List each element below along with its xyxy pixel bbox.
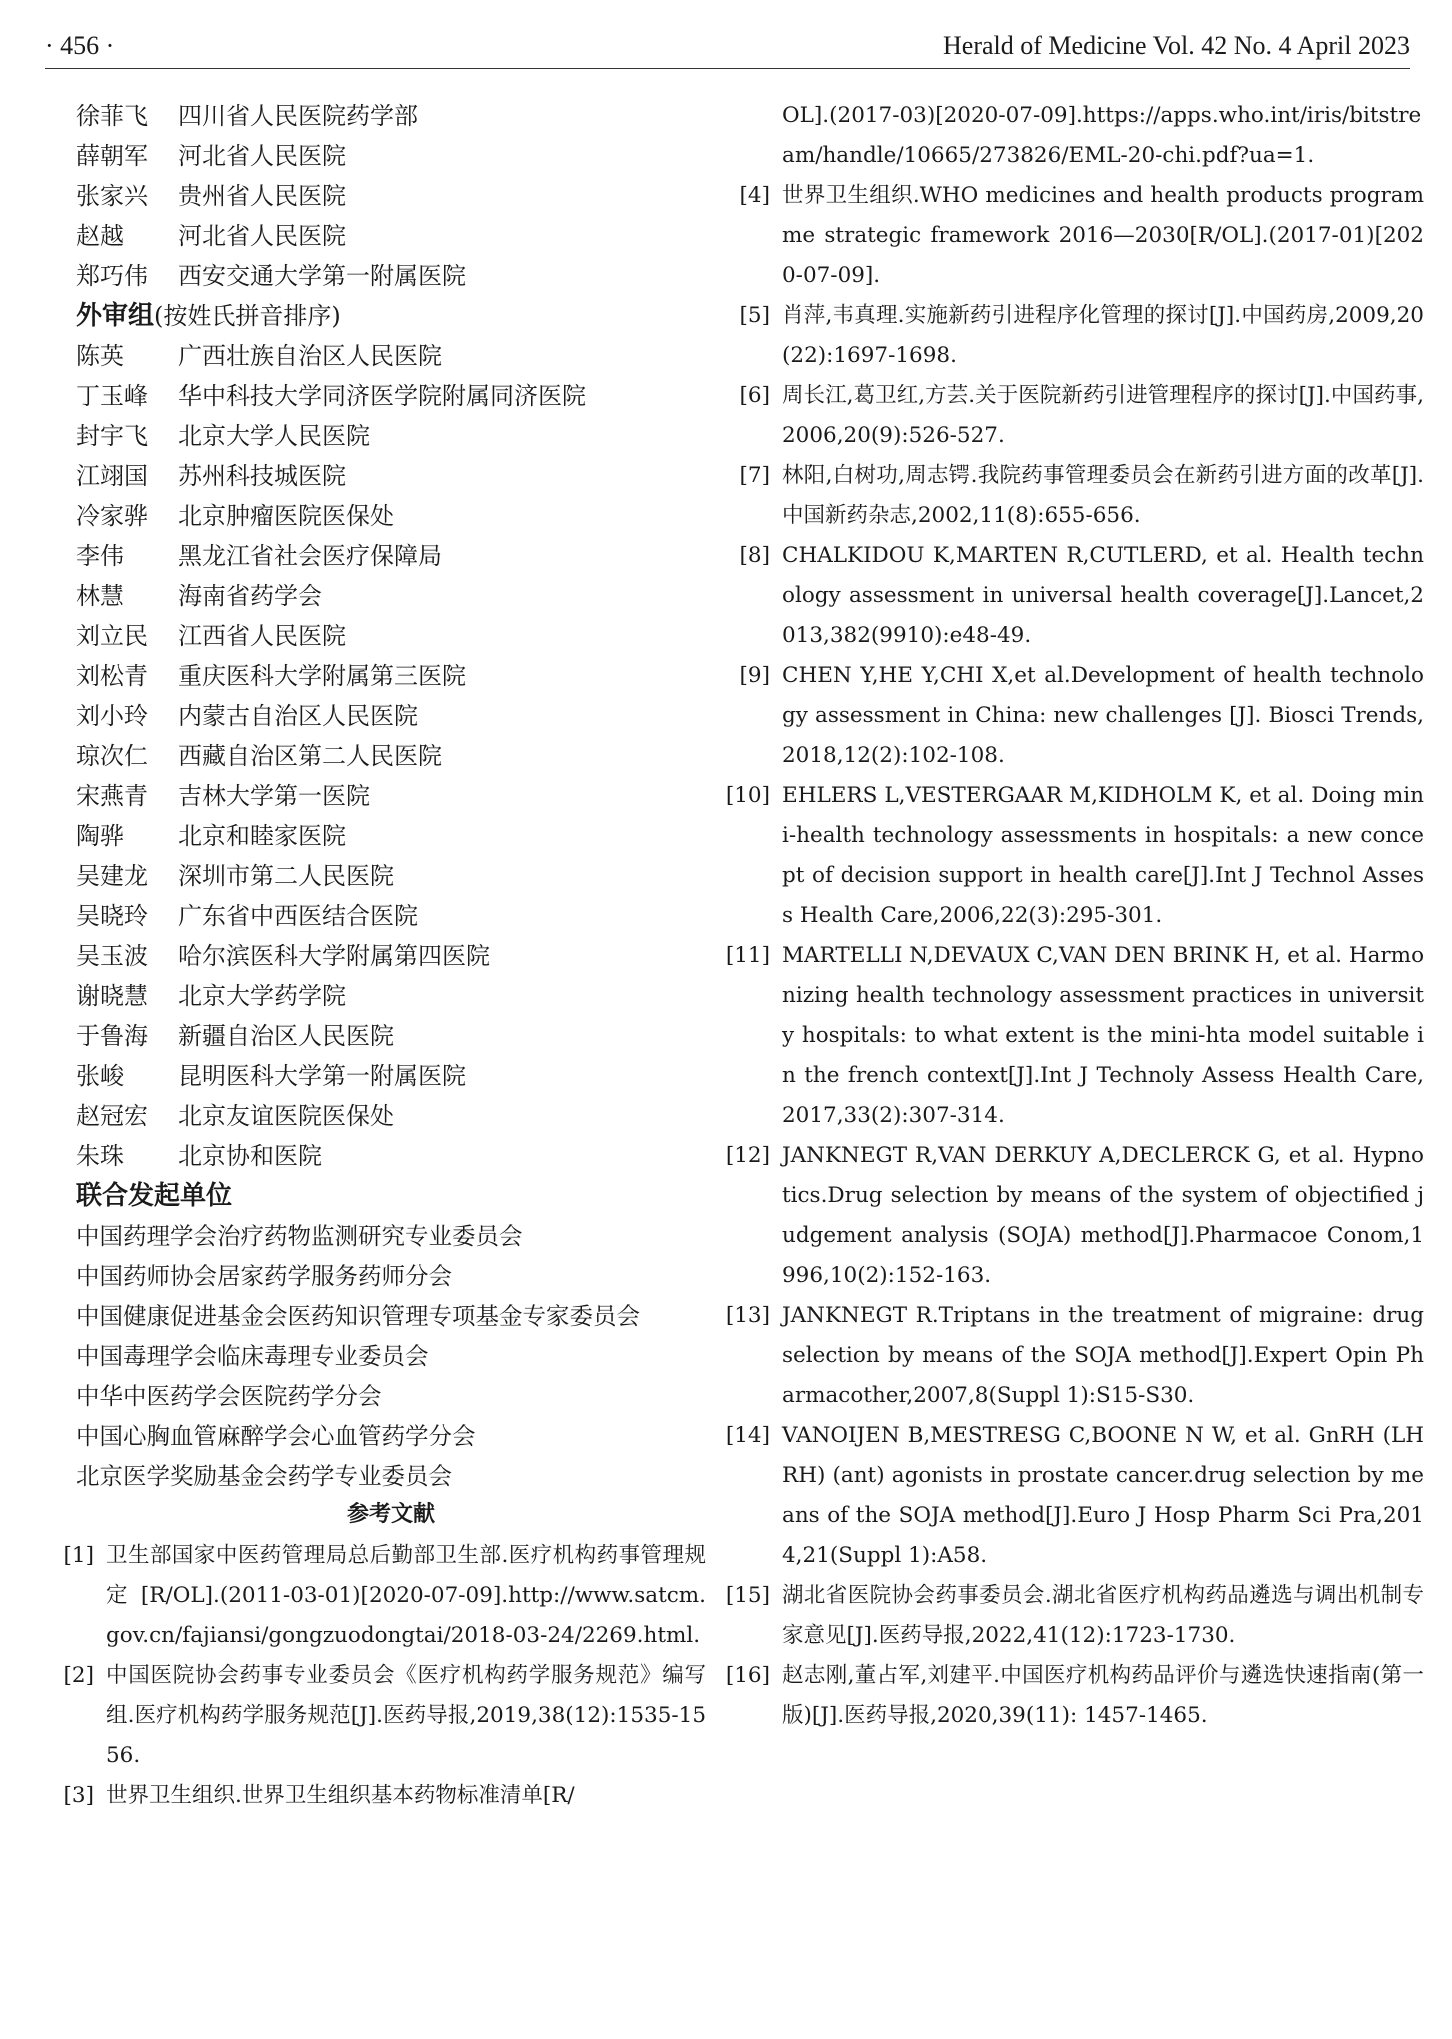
member-name: 江翊国 xyxy=(76,462,148,490)
page-number: · 456 · xyxy=(45,31,115,60)
member-row xyxy=(76,256,706,296)
member-name: 宋燕青 xyxy=(76,782,148,810)
member-name: 朱珠 xyxy=(76,1142,124,1170)
member-row xyxy=(76,576,706,616)
references-list-right xyxy=(725,176,1425,1736)
reference-number: [7] xyxy=(739,463,770,488)
member-name: 刘松青 xyxy=(76,662,148,690)
reference-number: [14] xyxy=(725,1423,770,1448)
references-heading: 参考文献 xyxy=(346,1502,435,1527)
member-name: 吴建龙 xyxy=(76,862,148,890)
reference-number: [1] xyxy=(63,1543,94,1568)
reference-text: CHEN Y,HE Y,CHI X,et al.Development of health technology assessment in China: new challenges [J]. Biosci Trends,2018,12(2):102-108. xyxy=(782,663,1424,768)
reference-number: [15] xyxy=(725,1583,770,1608)
reference-text: 世界卫生组织.世界卫生组织基本药物标准清单[R/ xyxy=(106,1783,575,1808)
reference-number: [13] xyxy=(725,1303,770,1328)
member-row xyxy=(76,536,706,576)
member-name: 刘立民 xyxy=(76,622,148,650)
member-row xyxy=(76,96,706,136)
member-name: 吴晓玲 xyxy=(76,902,148,930)
reference-item xyxy=(725,1576,1424,1656)
member-row xyxy=(76,936,706,976)
reference-item xyxy=(739,296,1424,376)
reference-item xyxy=(725,776,1424,936)
reference-number: [8] xyxy=(739,543,770,568)
right-column xyxy=(725,96,1425,1736)
reference-item xyxy=(63,1536,706,1656)
member-org: 广西壮族自治区人民医院 xyxy=(178,342,442,370)
member-name: 李伟 xyxy=(76,542,124,570)
reference-item xyxy=(739,656,1424,776)
member-name: 郑巧伟 xyxy=(76,262,148,290)
member-org: 江西省人民医院 xyxy=(178,622,346,650)
reference-text: CHALKIDOU K,MARTEN R,CUTLERD, et al. Health technology assessment in universal health coverage[J].Lancet,2013,382(9910):e48-49. xyxy=(782,543,1424,648)
reference-item xyxy=(725,1296,1424,1416)
reference-item xyxy=(725,1136,1424,1296)
member-name: 丁玉峰 xyxy=(76,382,148,410)
member-row xyxy=(76,816,706,856)
member-org: 华中科技大学同济医学院附属同济医院 xyxy=(178,382,586,410)
member-org: 贵州省人民医院 xyxy=(178,182,346,210)
running-header xyxy=(45,24,1410,69)
member-name: 于鲁海 xyxy=(76,1022,148,1050)
member-row xyxy=(76,456,706,496)
member-row xyxy=(76,856,706,896)
journal-info: Herald of Medicine Vol. 42 No. 4 April 2023 xyxy=(943,31,1410,60)
member-name: 冷家骅 xyxy=(76,502,148,530)
external-group-subtitle: (按姓氏拼音排序) xyxy=(154,302,341,330)
member-name: 刘小玲 xyxy=(76,702,148,730)
reference-number: [16] xyxy=(725,1663,770,1688)
member-row xyxy=(76,776,706,816)
reference-number: [4] xyxy=(739,183,770,208)
reference-text: VANOIJEN B,MESTRESG C,BOONE N W, et al. GnRH (LHRH) (ant) agonists in prostate cancer.drug selection by means of the SOJA method[J].Euro J Hosp Pharm Sci Pra,2014,21(Suppl 1):A58. xyxy=(782,1423,1424,1568)
external-group-title: 外审组 xyxy=(76,301,155,331)
member-row xyxy=(76,1096,706,1136)
reference-text: MARTELLI N,DEVAUX C,VAN DEN BRINK H, et al. Harmonizing health technology assessment practices in university hospitals: to what extent is the mini-hta model suitable in the french context[J].Int J Technoly Assess Health Care,2017,33(2):307-314. xyxy=(782,943,1425,1128)
member-row xyxy=(76,1136,706,1176)
reference-number: [10] xyxy=(725,783,770,808)
member-name: 薛朝军 xyxy=(76,142,148,170)
external-group-heading xyxy=(76,296,706,336)
member-org: 新疆自治区人民医院 xyxy=(178,1022,394,1050)
reference-text: 湖北省医院协会药事委员会.湖北省医疗机构药品遴选与调出机制专家意见[J].医药导报,2022,41(12):1723-1730. xyxy=(782,1583,1424,1648)
reference-continuation: OL].(2017-03)[2020-07-09].https://apps.who.int/iris/bitstream/handle/10665/273826/EML-20-chi.pdf?ua=1. xyxy=(782,103,1422,168)
joint-unit-item: 北京医学奖励基金会药学专业委员会 xyxy=(76,1462,452,1490)
member-row xyxy=(76,696,706,736)
member-name: 张家兴 xyxy=(76,182,148,210)
member-row xyxy=(76,136,706,176)
reference-text: 世界卫生组织.WHO medicines and health products programme strategic framework 2016—2030[R/OL].(2017-01)[2020-07-09]. xyxy=(782,183,1424,288)
reference-item xyxy=(739,376,1424,456)
member-org: 黑龙江省社会医疗保障局 xyxy=(178,542,442,570)
reference-number: [5] xyxy=(739,303,770,328)
member-org: 哈尔滨医科大学附属第四医院 xyxy=(178,942,490,970)
member-name: 徐菲飞 xyxy=(76,102,148,130)
reference-text: JANKNEGT R.Triptans in the treatment of migraine: drug selection by means of the SOJA method[J].Expert Opin Pharmacother,2007,8(Suppl 1):S15-S30. xyxy=(782,1303,1424,1408)
member-name: 陈英 xyxy=(76,342,124,370)
reference-text: 林阳,白树功,周志锷.我院药事管理委员会在新药引进方面的改革[J].中国新药杂志,2002,11(8):655-656. xyxy=(782,463,1424,528)
external-member-list xyxy=(76,336,706,1176)
joint-units-list xyxy=(76,1216,706,1496)
reference-text: 周长江,葛卫红,方芸.关于医院新药引进管理程序的探讨[J].中国药事,2006,20(9):526-527. xyxy=(782,383,1424,448)
reference-text: EHLERS L,VESTERGAAR M,KIDHOLM K, et al. Doing mini-health technology assessments in hospitals: a new concept of decision support in health care[J].Int J Technol Assess Health Care,2006,22(3):295-301. xyxy=(782,783,1424,928)
member-name: 赵越 xyxy=(76,222,124,250)
member-org: 北京肿瘤医院医保处 xyxy=(178,502,394,530)
member-org: 河北省人民医院 xyxy=(178,222,346,250)
joint-unit-item: 中华中医药学会医院药学分会 xyxy=(76,1382,382,1410)
joint-unit-item: 中国毒理学会临床毒理专业委员会 xyxy=(76,1342,429,1370)
member-org: 河北省人民医院 xyxy=(178,142,346,170)
member-row xyxy=(76,1056,706,1096)
member-row xyxy=(76,336,706,376)
member-row xyxy=(76,496,706,536)
member-row xyxy=(76,176,706,216)
reference-text: 赵志刚,董占军,刘建平.中国医疗机构药品评价与遴选快速指南(第一版)[J].医药导报,2020,39(11): 1457-1465. xyxy=(782,1663,1424,1728)
member-org: 北京友谊医院医保处 xyxy=(178,1102,394,1130)
reference-item xyxy=(725,936,1425,1136)
reference-text: 肖萍,韦真理.实施新药引进程序化管理的探讨[J].中国药房,2009,20(22):1697-1698. xyxy=(782,303,1424,368)
member-org: 吉林大学第一医院 xyxy=(178,782,370,810)
member-name: 张峻 xyxy=(76,1062,124,1090)
reference-item xyxy=(725,1416,1424,1576)
reference-item xyxy=(739,536,1424,656)
reference-number: [11] xyxy=(725,943,770,968)
member-name: 吴玉波 xyxy=(76,942,148,970)
member-org: 北京和睦家医院 xyxy=(178,822,346,850)
member-row xyxy=(76,736,706,776)
reference-number: [2] xyxy=(63,1663,94,1688)
joint-unit-item: 中国心胸血管麻醉学会心血管药学分会 xyxy=(76,1422,476,1450)
member-row xyxy=(76,216,706,256)
reference-number: [12] xyxy=(725,1143,770,1168)
reference-number: [9] xyxy=(739,663,770,688)
left-column xyxy=(63,96,706,1816)
member-row xyxy=(76,656,706,696)
member-org: 北京大学药学院 xyxy=(178,982,346,1010)
reference-number: [3] xyxy=(63,1783,94,1808)
reference-item xyxy=(63,1776,706,1816)
reference-item xyxy=(725,1656,1424,1736)
member-name: 封宇飞 xyxy=(76,422,148,450)
member-org: 深圳市第二人民医院 xyxy=(178,862,394,890)
reference-item xyxy=(63,1656,706,1776)
member-name: 陶骅 xyxy=(76,822,124,850)
reference-text: 中国医院协会药事专业委员会《医疗机构药学服务规范》编写组.医疗机构药学服务规范[J].医药导报,2019,38(12):1535-1556. xyxy=(106,1663,706,1768)
reference-item xyxy=(739,176,1424,296)
member-org: 北京协和医院 xyxy=(178,1142,322,1170)
internal-member-list xyxy=(76,96,706,296)
member-org: 西安交通大学第一附属医院 xyxy=(178,262,466,290)
member-name: 林慧 xyxy=(76,582,124,610)
member-row xyxy=(76,896,706,936)
member-org: 四川省人民医院药学部 xyxy=(178,102,418,130)
reference-text: JANKNEGT R,VAN DERKUY A,DECLERCK G, et al. Hypnotics.Drug selection by means of the system of objectified judgement analysis (SOJA) method[J].Pharmacoe Conom,1996,10(2):152-163. xyxy=(782,1143,1424,1288)
joint-units-heading: 联合发起单位 xyxy=(76,1181,233,1211)
member-org: 西藏自治区第二人民医院 xyxy=(178,742,442,770)
member-org: 内蒙古自治区人民医院 xyxy=(178,702,418,730)
joint-unit-item: 中国药师协会居家药学服务药师分会 xyxy=(76,1262,452,1290)
member-name: 琼次仁 xyxy=(76,742,148,770)
member-name: 赵冠宏 xyxy=(76,1102,148,1130)
member-row xyxy=(76,616,706,656)
member-row xyxy=(76,976,706,1016)
reference-number: [6] xyxy=(739,383,770,408)
member-org: 苏州科技城医院 xyxy=(178,462,346,490)
reference-item xyxy=(739,456,1424,536)
member-org: 广东省中西医结合医院 xyxy=(178,902,418,930)
member-row xyxy=(76,416,706,456)
member-name: 谢晓慧 xyxy=(76,982,148,1010)
reference-text: 卫生部国家中医药管理局总后勤部卫生部.医疗机构药事管理规定[R/OL].(2011-03-01)[2020-07-09].http://www.satcm.gov.cn/fajiansi/gongzuodongtai/2018-03-24/2269.html. xyxy=(106,1543,706,1648)
joint-unit-item: 中国健康促进基金会医药知识管理专项基金专家委员会 xyxy=(76,1302,640,1330)
member-row xyxy=(76,376,706,416)
member-org: 北京大学人民医院 xyxy=(178,422,370,450)
member-row xyxy=(76,1016,706,1056)
member-org: 重庆医科大学附属第三医院 xyxy=(178,662,466,690)
member-org: 昆明医科大学第一附属医院 xyxy=(178,1062,466,1090)
member-org: 海南省药学会 xyxy=(178,582,322,610)
references-list-left xyxy=(63,1536,706,1816)
joint-unit-item: 中国药理学会治疗药物监测研究专业委员会 xyxy=(76,1222,523,1250)
